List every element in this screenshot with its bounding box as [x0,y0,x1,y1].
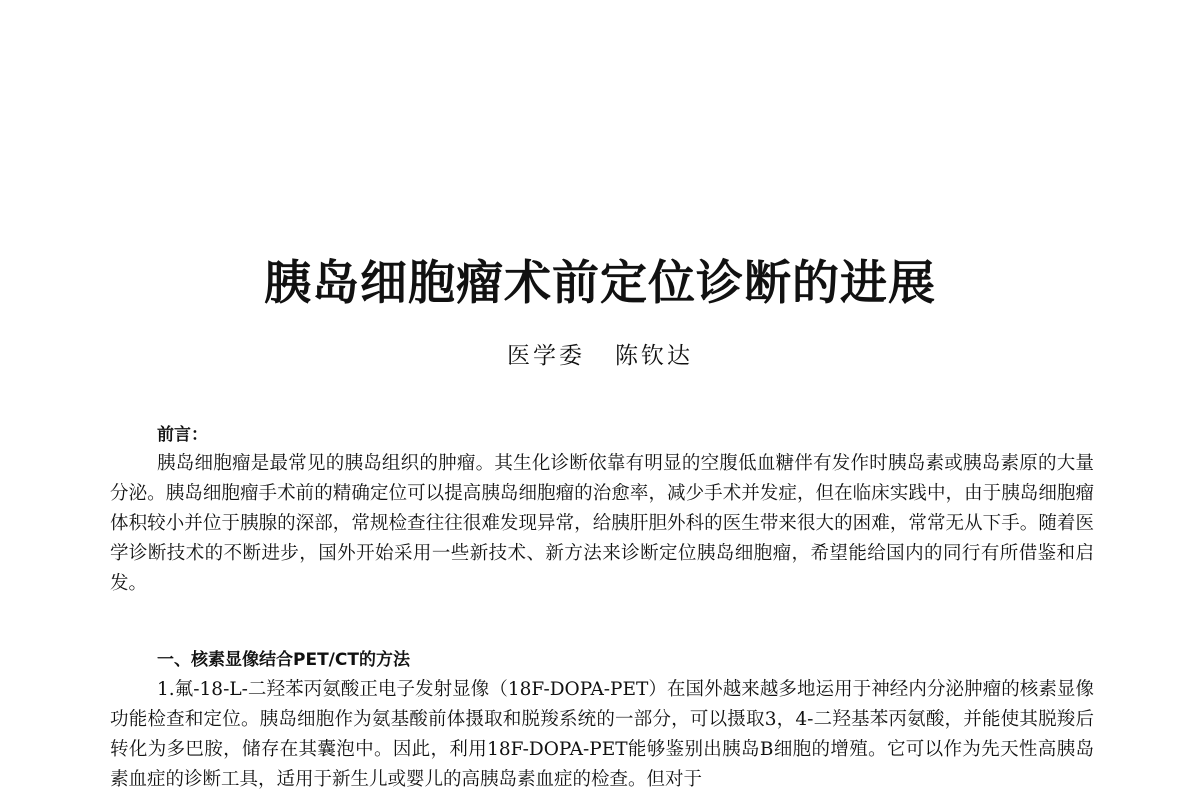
preface-body [110,449,1094,599]
section-1-paragraph: 1.氟-18-L-二羟苯丙氨酸正电子发射显像（18F-DOPA-PET）在国外越来越多地运用于神经内分泌肿瘤的核素显像功能检查和定位。胰岛细胞作为氨基酸前体摄取和脱羧系统的一部分，可以摄取3，4-二羟基苯丙氨酸，并能使其脱羧后转化为多巴胺，储存在其囊泡中。因此，利用18F-DOPA-PET能够鉴别出胰岛B细胞的增殖。它可以作为先天性高胰岛素血症的诊断工具，适用于新生儿或婴儿的高胰岛素血症的检查。但对于 [110,679,1094,790]
preface-heading: 前言： [157,425,208,445]
byline [0,340,1200,372]
section-1-body [110,675,1094,805]
author-affiliation: 医学委 [507,343,585,369]
section-1-heading: 一、核素显像结合PET/CT的方法 [157,650,410,670]
author-name: 陈钦达 [615,343,693,369]
document-title: 胰岛细胞瘤术前定位诊断的进展 [264,256,936,311]
preface-paragraph: 胰岛细胞瘤是最常见的胰岛组织的肿瘤。其生化诊断依靠有明显的空腹低血糖伴有发作时胰岛素或胰岛素原的大量分泌。胰岛细胞瘤手术前的精确定位可以提高胰岛细胞瘤的治愈率，减少手术并发症，但在临床实践中，由于胰岛细胞瘤体积较小并位于胰腺的深部，常规检查往往很难发现异常，给胰肝胆外科的医生带来很大的困难，常常无从下手。随着医学诊断技术的不断进步，国外开始采用一些新技术、新方法来诊断定位胰岛细胞瘤，希望能给国内的同行有所借鉴和启发。 [110,453,1094,594]
